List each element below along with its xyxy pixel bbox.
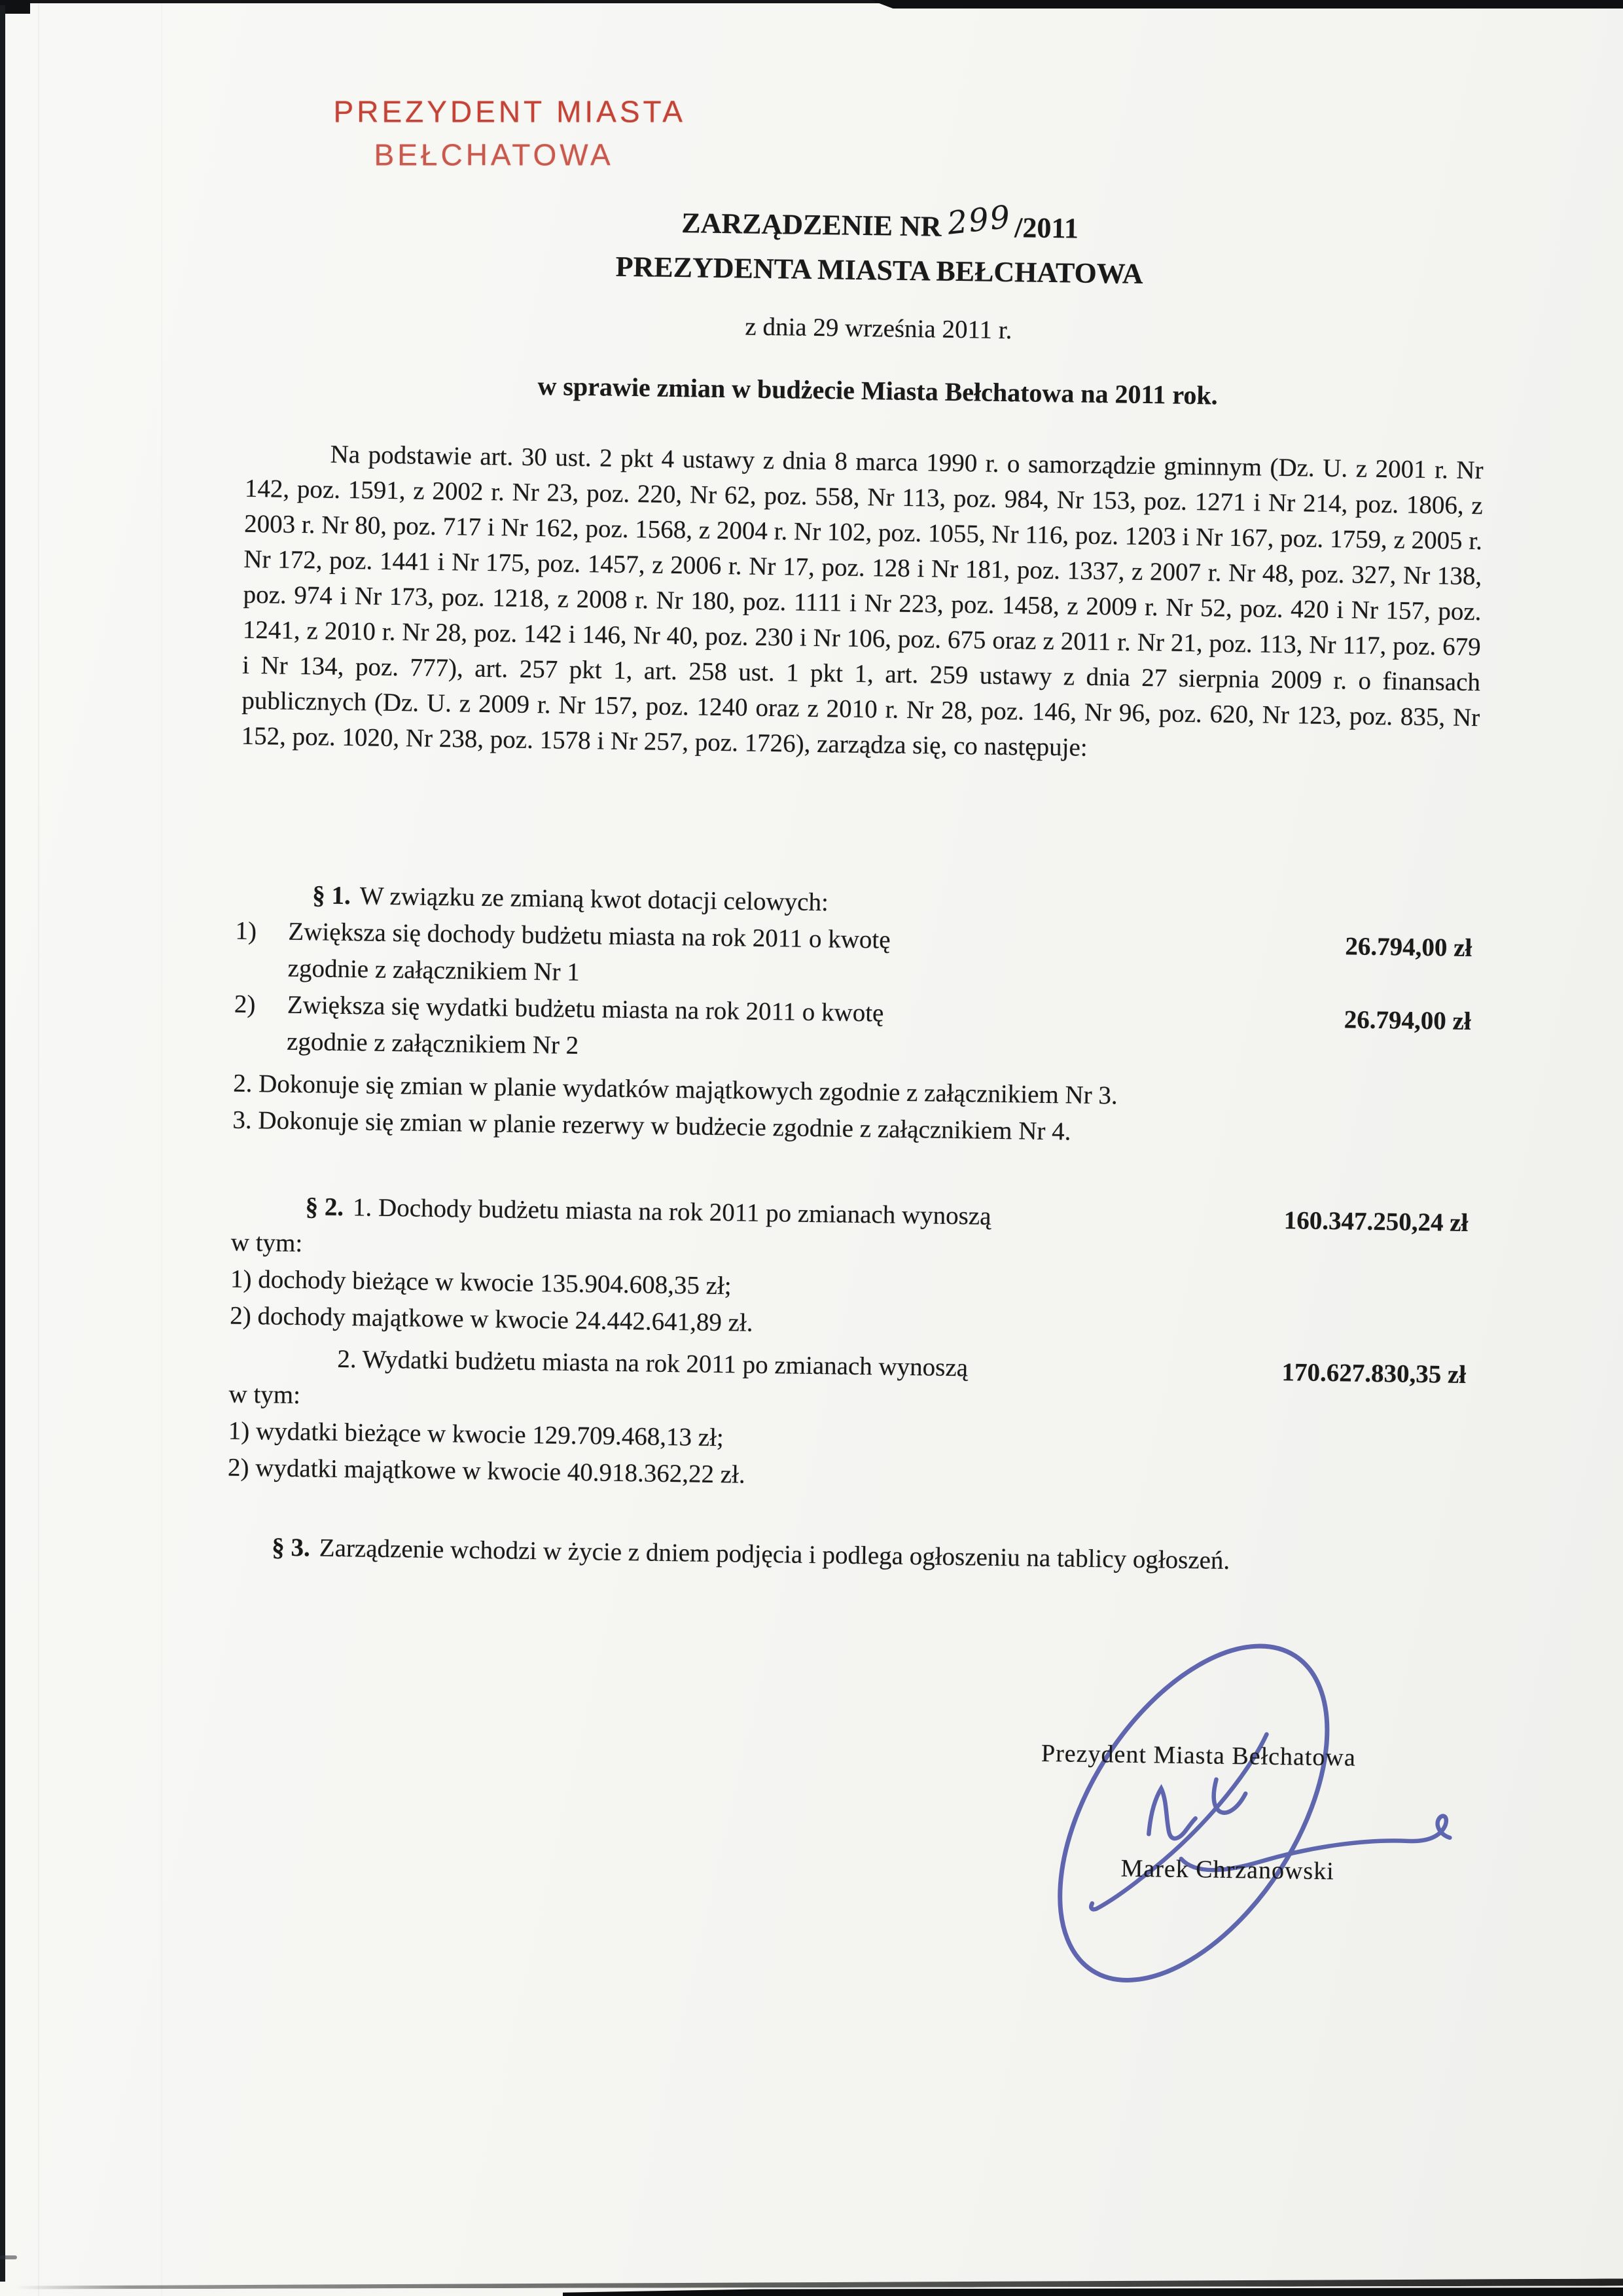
section-3-marker: § 3. [272, 1533, 311, 1562]
item-text-continuation: zgodnie z załącznikiem Nr 1 [287, 954, 580, 987]
section-1-marker: § 1. [312, 881, 351, 910]
official-stamp [334, 94, 686, 172]
title-suffix: /2011 [1014, 211, 1079, 245]
title-number-handwritten: 299 [945, 198, 1013, 242]
item-text-continuation: zgodnie z załącznikiem Nr 2 [286, 1027, 579, 1060]
amount-value: 160.347.250,24 zł [1283, 1206, 1469, 1238]
list-item [234, 990, 884, 1029]
signature-name: Marek Chrzanowski [1120, 1854, 1335, 1886]
section-2-point2: 2. Wydatki budżetu miasta na rok 2011 po zmianach wynoszą [337, 1344, 969, 1382]
item-marker: 2) [234, 990, 256, 1019]
section-2-marker: § 2. [305, 1193, 344, 1222]
sub-item: 2) wydatki majątkowe w kwocie 40.918.362,22 zł. [227, 1453, 745, 1489]
stamp-line2: BEŁCHATOWA [374, 137, 614, 172]
signature-ink [983, 1614, 1505, 2001]
stamp-line1: PREZYDENT MIASTA [333, 94, 686, 129]
date-line: z dnia 29 września 2011 r. [745, 312, 1012, 345]
item-text: Zwiększa się dochody budżetu miasta na rok 2011 o kwotę [288, 917, 891, 954]
item-marker: 1) [235, 916, 257, 946]
legal-basis-paragraph: Na podstawie art. 30 ust. 2 pkt 4 ustawy z dnia 8 marca 1990 r. o samorządzie gminnym (Dz. U. z 2001 r. Nr 142, poz. 1591, z 2002 r. Nr 23, poz. 220, Nr 62, poz. 558, Nr 113, poz. 984, Nr 153, poz. 1271 i Nr 214, poz. 1806, z 2003 r. Nr 80, poz. 717 i Nr 162, poz. 1568, z 2004 r. Nr 102, poz. 1055, Nr 116, poz. 1203 i Nr 167, poz. 1759, z 2005 r. Nr 172, poz. 1441 i Nr 175, poz. 1457, z 2006 r. Nr 17, poz. 128 i Nr 181, poz. 1337, z 2007 r. Nr 48, poz. 327, Nr 138, poz. 974 i Nr 173, poz. 1218, z 2008 r. Nr 180, poz. 1111 i Nr 223, poz. 1458, z 2009 r. Nr 52, poz. 420 i Nr 157, poz. 1241, z 2010 r. Nr 28, poz. 142 i 146, Nr 40, poz. 230 i Nr 106, poz. 675 oraz z 2011 r. Nr 21, poz. 113, Nr 117, poz. 679 i Nr 134, poz. 777), art. 257 pkt 1, art. 258 ust. 1 pkt 1, art. 259 ustawy z dnia 27 sierpnia 2009 r. o finansach publicznych (Dz. U. z 2009 r. Nr 157, poz. 1240 oraz z 2010 r. Nr 28, poz. 146, Nr 96, poz. 620, Nr 123, poz. 835, Nr 152, poz. 1020, Nr 238, poz. 1578 i Nr 257, poz. 1726), zarządza się, co następuje: [241, 440, 1484, 762]
scan-mark-bottom-left [0, 2255, 17, 2259]
item-text: Zwiększa się wydatki budżetu miasta na rok 2011 o kwotę [287, 990, 884, 1028]
subject-line: w sprawie zmian w budżecie Miasta Bełchatowa na 2011 rok. [537, 371, 1218, 410]
section-1-point3: 3. Dokonuje się zmian w planie rezerwy w budżecie zgodnie z załącznikiem Nr 4. [232, 1105, 1071, 1146]
document-title [247, 194, 1512, 302]
section-1-point2: 2. Dokonuje się zmian w planie wydatków majątkowych zgodnie z załącznikiem Nr 3. [232, 1069, 1118, 1110]
in-that-label: w tym: [228, 1380, 301, 1410]
section-1-intro: W związku ze zmianą kwot dotacji celowych: [359, 882, 829, 917]
scan-edge-top-right [870, 0, 1623, 9]
amount-value: 170.627.830,35 zł [1281, 1358, 1467, 1389]
list-item [235, 916, 891, 956]
section-2-text: 1. Dochody budżetu miasta na rok 2011 po zmianach wynoszą [352, 1193, 991, 1230]
title-prefix: ZARZĄDZENIE NR [681, 207, 942, 243]
sub-item: 1) wydatki bieżące w kwocie 129.709.468,13 zł; [228, 1416, 724, 1452]
amount-value: 26.794,00 zł [1345, 932, 1472, 963]
section-2-heading [305, 1192, 991, 1232]
amount-value: 26.794,00 zł [1344, 1005, 1472, 1036]
scan-edge-left [0, 5, 5, 2282]
sub-item: 1) dochody bieżące w kwocie 135.904.608,35 zł; [230, 1265, 732, 1300]
in-that-label: w tym: [230, 1228, 303, 1258]
section-1-heading [312, 880, 829, 918]
signature-title: Prezydent Miasta Bełchatowa [1041, 1739, 1357, 1772]
title-line2: PREZYDENTA MIASTA BEŁCHATOWA [615, 250, 1143, 290]
section-3-text: Zarządzenie wchodzi w życie z dniem podjęcia i podlega ogłoszeniu na tablicy ogłoszeń. [319, 1534, 1230, 1575]
section-3-paragraph [230, 1529, 1469, 1583]
sub-item: 2) dochody majątkowe w kwocie 24.442.641,89 zł. [229, 1301, 753, 1337]
